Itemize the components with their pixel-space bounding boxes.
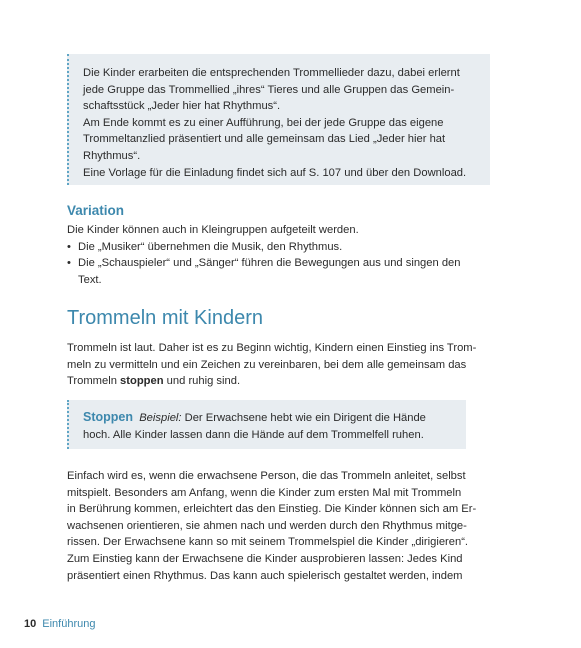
info-box-line: schaftsstück „Jeder hier hat Rhythmus“. bbox=[83, 100, 281, 113]
box-line: hoch. Alle Kinder lassen dann die Hände auf dem Trommelfell ruhen. bbox=[83, 428, 424, 441]
intro-paragraph bbox=[67, 340, 507, 390]
info-box-line: Am Ende kommt es zu einer Aufführung, bei der jede Gruppe das eigene bbox=[83, 116, 444, 129]
list-item-text: Die „Musiker“ übernehmen die Musik, den Rhythmus. bbox=[78, 240, 343, 253]
list-item-text: Die „Schauspieler“ und „Sänger“ führen die Bewegungen aus und singen den bbox=[78, 257, 461, 270]
info-box-line: jede Gruppe das Trommellied „ihres“ Tieres und alle Gruppen das Gemein- bbox=[83, 83, 455, 96]
example-label: Beispiel: bbox=[139, 412, 182, 424]
list-item bbox=[67, 255, 497, 288]
variation-heading: Variation bbox=[67, 203, 125, 218]
footer-section-name: Einführung bbox=[42, 618, 96, 630]
bullet-marker: • bbox=[67, 257, 71, 270]
stoppen-box bbox=[67, 400, 466, 449]
list-item bbox=[67, 239, 497, 256]
info-box bbox=[67, 54, 490, 185]
paragraph-line: mitspielt. Besonders am Anfang, wenn die Kinder zum ersten Mal mit Trommeln bbox=[67, 486, 462, 499]
section-heading: Trommeln mit Kindern bbox=[67, 307, 263, 329]
box-line bbox=[83, 409, 466, 427]
paragraph-line: präsentiert einen Rhythmus. Das kann auch spielerisch gestaltet werden, indem bbox=[67, 569, 463, 582]
page-footer bbox=[24, 618, 95, 630]
paragraph-line: rissen. Der Erwachsene kann so mit seinem Trommelspiel die Kinder „dirigieren“. bbox=[67, 536, 469, 549]
body-paragraph bbox=[67, 468, 507, 584]
paragraph-line bbox=[67, 373, 507, 390]
paragraph-line: meln zu vermitteln und ein Zeichen zu vereinbaren, bei dem alle gemeinsam das bbox=[67, 358, 467, 371]
paragraph-line: in Berührung kommen, erleichtert das den Einstieg. Die Kinder können sich am Er- bbox=[67, 503, 477, 516]
list-item-text: Text. bbox=[78, 273, 102, 286]
info-box-line: Eine Vorlage für die Einladung findet sich auf S. 107 und über den Download. bbox=[83, 166, 467, 179]
paragraph-line: Trommeln ist laut. Daher ist es zu Beginn wichtig, Kindern einen Einstieg ins Trom- bbox=[67, 342, 477, 354]
paragraph-line: Einfach wird es, wenn die erwachsene Person, die das Trommeln anleitet, selbst bbox=[67, 470, 466, 482]
text-run: und ruhig sind. bbox=[163, 375, 241, 388]
variation-body bbox=[67, 222, 497, 288]
info-box-line: Trommeltanzlied präsentiert und alle gemeinsam das Lied „Jeder hier hat bbox=[83, 133, 446, 146]
info-box-line: Rhythmus“. bbox=[83, 149, 141, 162]
paragraph-line: Zum Einstieg kann der Erwachsene die Kinder ausprobieren lassen: Jedes Kind bbox=[67, 552, 463, 565]
bullet-marker: • bbox=[67, 240, 71, 253]
stoppen-label: Stoppen bbox=[83, 410, 133, 424]
bold-keyword: stoppen bbox=[120, 375, 164, 388]
info-box-line: Die Kinder erarbeiten die entsprechenden Trommellieder dazu, dabei erlernt bbox=[83, 67, 460, 79]
page-number: 10 bbox=[24, 618, 37, 630]
paragraph-line: wachsenen orientieren, sie ahmen nach und werden durch den Rhythmus mitge- bbox=[67, 519, 467, 532]
text-run: Der Erwachsene hebt wie ein Dirigent die Hände bbox=[181, 412, 426, 424]
text-run: Trommeln bbox=[67, 375, 121, 388]
variation-intro: Die Kinder können auch in Kleingruppen aufgeteilt werden. bbox=[67, 224, 359, 236]
